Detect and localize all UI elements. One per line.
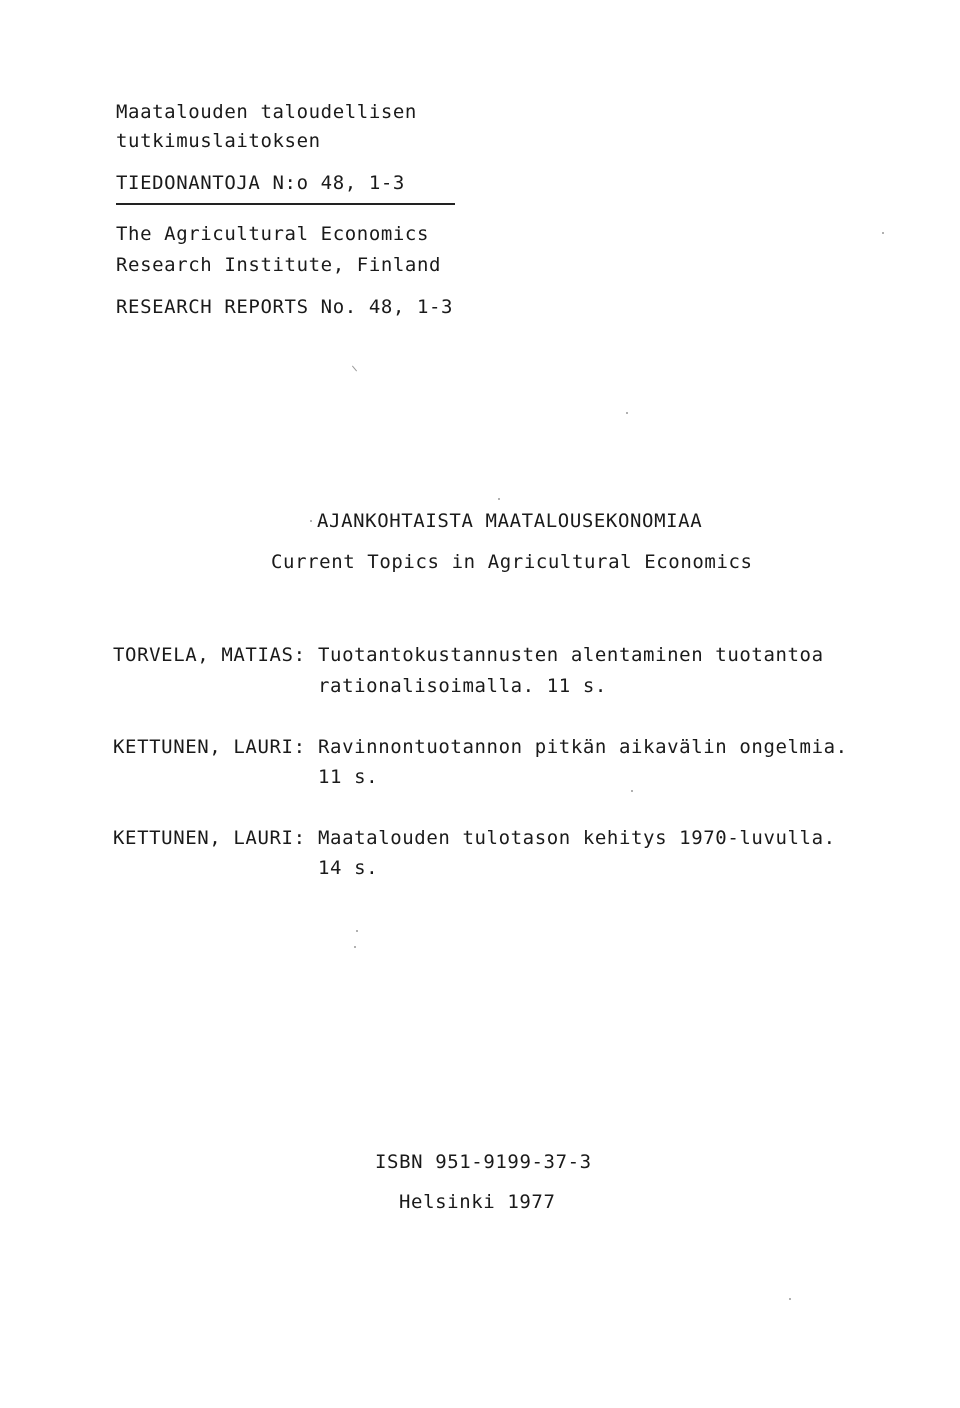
scan-speck xyxy=(498,498,500,500)
institute-name-en-line1: The Agricultural Economics xyxy=(116,223,430,245)
series-title-en: RESEARCH REPORTS No. 48, 1-3 xyxy=(116,296,454,318)
entry-title-line1: Ravinnontuotannon pitkän aikavälin ongelmia. xyxy=(318,736,848,758)
scan-speck xyxy=(631,790,633,792)
scan-speck xyxy=(356,930,358,932)
scan-speck xyxy=(789,1298,791,1300)
institute-name-en-line2: Research Institute, Finland xyxy=(116,254,442,276)
scan-speck xyxy=(882,232,884,234)
entry-title-line2: 11 s. xyxy=(318,766,379,788)
entry-title-line2: 14 s. xyxy=(318,857,379,879)
scan-speck xyxy=(352,365,357,371)
header-rule xyxy=(116,203,455,205)
scan-speck xyxy=(354,946,356,948)
institute-name-fi-line1: Maatalouden taloudellisen xyxy=(116,101,417,123)
series-title-fi: TIEDONANTOJA N:o 48, 1-3 xyxy=(116,172,405,194)
institute-name-fi-line2: tutkimuslaitoksen xyxy=(116,130,321,152)
place-year: Helsinki 1977 xyxy=(399,1191,556,1213)
entry-title-line1: Tuotantokustannusten alentaminen tuotantoa xyxy=(318,644,824,666)
publication-title-en: Current Topics in Agricultural Economics xyxy=(271,551,753,573)
isbn: ISBN 951-9199-37-3 xyxy=(375,1151,592,1173)
publication-title-fi: AJANKOHTAISTA MAATALOUSEKONOMIAA xyxy=(317,510,703,532)
entry-author: TORVELA, MATIAS: xyxy=(113,644,306,666)
entry-title-line2: rationalisoimalla. 11 s. xyxy=(318,675,607,697)
scan-speck xyxy=(310,520,312,522)
scan-speck xyxy=(626,412,628,414)
entry-author: KETTUNEN, LAURI: xyxy=(113,736,306,758)
entry-title-line1: Maatalouden tulotason kehitys 1970-luvulla. xyxy=(318,827,836,849)
entry-author: KETTUNEN, LAURI: xyxy=(113,827,306,849)
